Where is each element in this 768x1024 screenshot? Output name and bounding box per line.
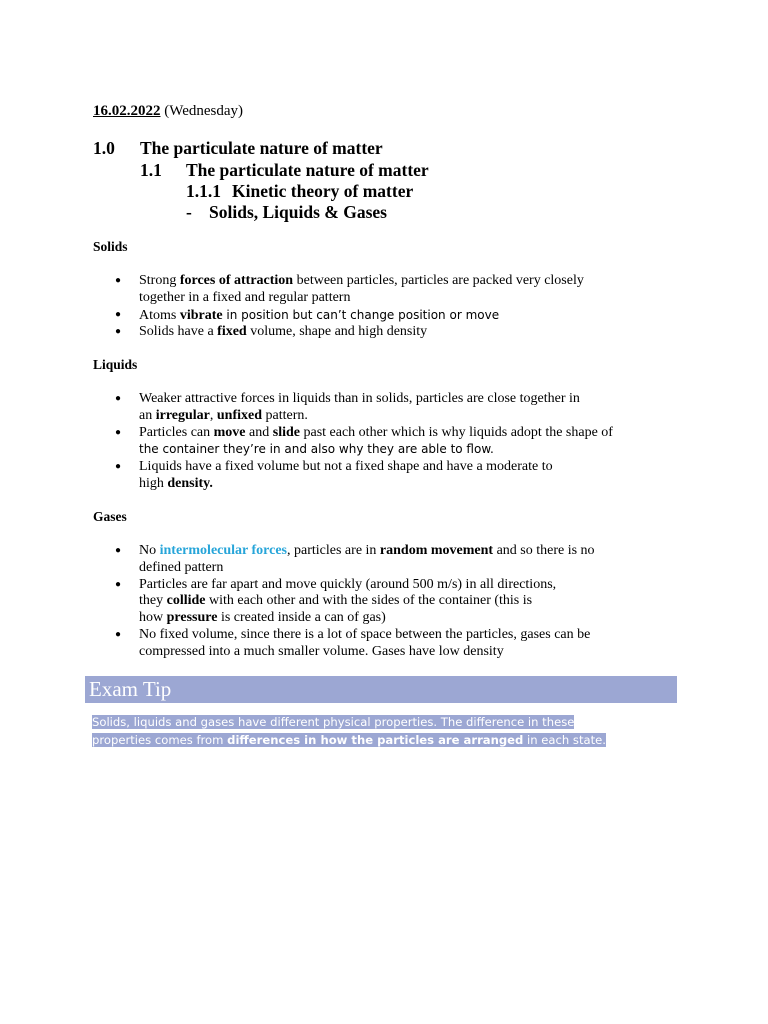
heading-4-number: -: [186, 202, 192, 222]
date-value: 16.02.2022: [93, 103, 161, 119]
gases-list: [0, 543, 768, 661]
heading-4-text: Solids, Liquids & Gases: [209, 202, 387, 222]
list-item: ● Solids have a fixed volume, shape and high density: [115, 324, 428, 340]
heading-4: [186, 202, 387, 223]
list-item: ● Particles can move and slide past each other which is why liquids adopt the shape of the container they’re in and also why they are able to flow.: [115, 424, 613, 457]
list-item: ● No intermolecular forces, particles are in random movement and so there is no defined pattern: [115, 543, 595, 575]
solids-list: [0, 273, 768, 341]
list-item: ● Particles are far apart and move quickly (around 500 m/s) in all directions, they collide with each other and with the sides of the container (this is how pressure is created inside a can of gas): [115, 576, 557, 626]
bullet-icon: ●: [115, 308, 122, 320]
list-item: ● Strong forces of attraction between particles, particles are packed very closely together in a fixed and regular pattern: [115, 273, 584, 305]
intermolecular-forces-link[interactable]: intermolecular forces: [159, 543, 288, 558]
exam-tip-title: Exam Tip: [89, 677, 172, 701]
section-title-gases: Gases: [93, 509, 127, 524]
heading-1-number: 1.0: [93, 138, 115, 158]
list-item: ● Weaker attractive forces in liquids than in solids, particles are close together in an irregular, unfixed pattern.: [115, 391, 580, 423]
list-item: ● No fixed volume, since there is a lot of space between the particles, gases can be compressed into a much smaller volume. Gases have low density: [115, 626, 591, 659]
exam-tip-line-1: Solids, liquids and gases have different physical properties. The difference in these: [92, 715, 575, 729]
date-weekday: (Wednesday): [164, 103, 244, 119]
bullet-icon: ●: [115, 326, 122, 338]
list-item: ● Liquids have a fixed volume but not a fixed shape and have a moderate to high density.: [115, 459, 553, 491]
heading-3-number: 1.1.1: [186, 181, 221, 201]
exam-tip-banner: [85, 676, 677, 703]
heading-1: [93, 138, 383, 159]
bullet-icon: ●: [115, 628, 122, 640]
bullet-icon: ●: [115, 578, 122, 590]
bullet-icon: ●: [115, 275, 122, 286]
heading-3: [186, 181, 413, 202]
heading-2-number: 1.1: [140, 160, 162, 180]
liquids-list: [0, 391, 768, 493]
bullet-icon: ●: [115, 426, 122, 438]
exam-tip-body: [92, 713, 637, 749]
heading-3-text: Kinetic theory of matter: [232, 181, 414, 201]
section-title-solids: Solids: [93, 239, 128, 254]
bullet-icon: ●: [115, 461, 122, 473]
exam-tip-emphasis: differences in how the particles are arranged: [227, 733, 524, 747]
heading-2-text: The particulate nature of matter: [186, 160, 429, 180]
heading-1-text: The particulate nature of matter: [140, 138, 383, 158]
exam-tip-line-2c: in each state.: [523, 733, 606, 747]
bullet-icon: ●: [115, 393, 122, 404]
date-line: [93, 103, 243, 120]
bullet-icon: ●: [115, 545, 122, 556]
exam-tip-line-2a: properties comes from: [92, 733, 228, 747]
section-title-liquids: Liquids: [93, 357, 138, 372]
list-item: ● Atoms vibrate in position but can’t change position or move: [115, 307, 500, 323]
heading-2: [140, 160, 429, 181]
